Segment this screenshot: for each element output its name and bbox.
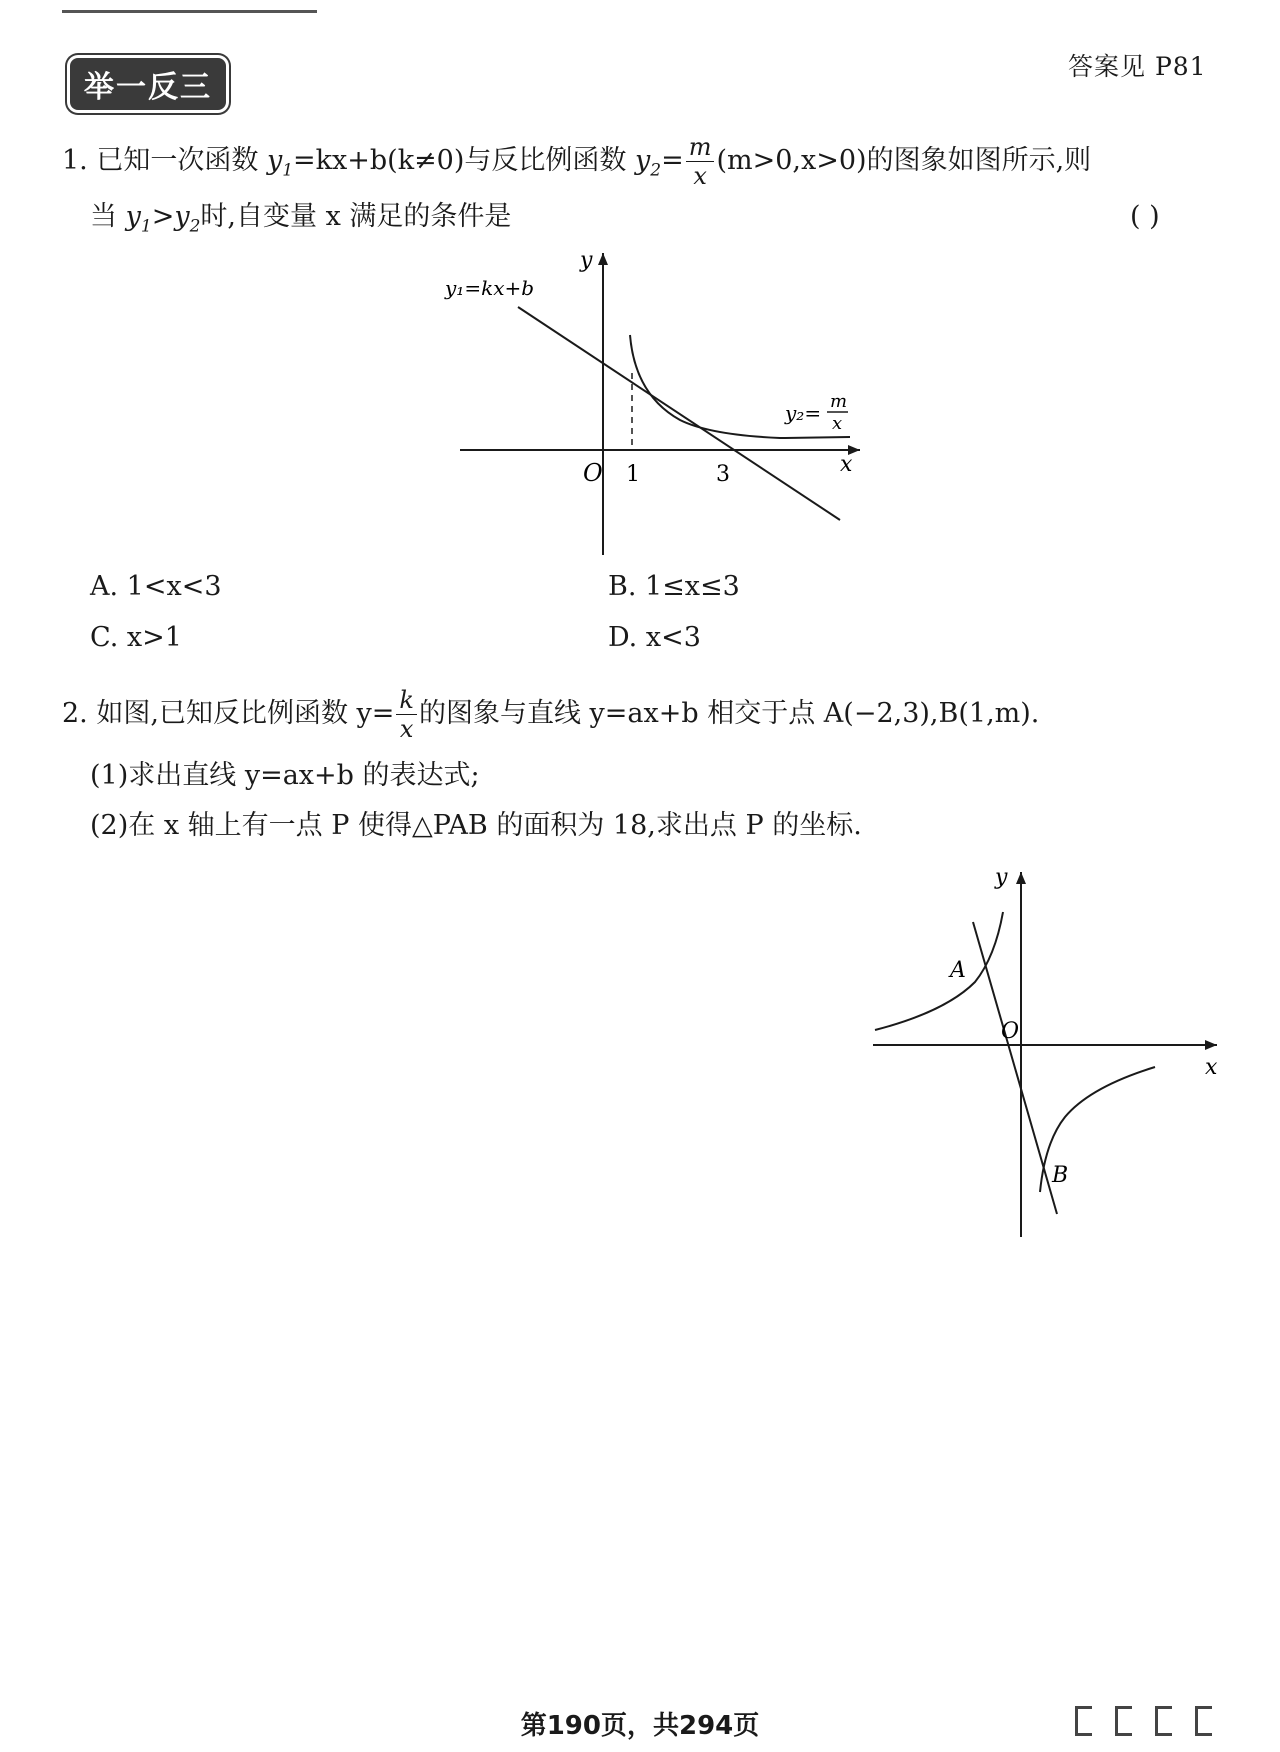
q1-y2-symbol: $y_2$ bbox=[635, 145, 662, 181]
q2-point-b-label: B bbox=[1052, 1163, 1069, 1188]
q1-x-label: x bbox=[840, 452, 853, 477]
q1-line-label: y₁=kx+b bbox=[445, 276, 535, 300]
q1-y1-symbol: $y_1$ bbox=[266, 145, 294, 181]
pagination-bar-2 bbox=[1115, 1706, 1132, 1736]
q1-curve-label: y₂= bbox=[785, 401, 822, 425]
q1-curve-label-num: m bbox=[830, 391, 848, 412]
q1-line1-b: =kx+b(k≠0)与反比例函数 bbox=[293, 145, 627, 176]
q1-option-a: A. 1<x<3 bbox=[90, 571, 222, 602]
q1-option-b: B. 1≤x≤3 bbox=[608, 571, 740, 602]
q2-line bbox=[973, 922, 1057, 1214]
q1-line2-b: > bbox=[151, 201, 175, 232]
q2-part2: (2)在 x 轴上有一点 P 使得△PAB 的面积为 18,求出点 P 的坐标. bbox=[90, 810, 862, 841]
q2-curve-left bbox=[875, 912, 1003, 1030]
q1-line1-c: (m>0,x>0)的图象如图所示,则 bbox=[716, 145, 1092, 176]
q1-line2-c: 时,自变量 x 满足的条件是 bbox=[200, 201, 512, 232]
q2-stem-a: 如图,已知反比例函数 y= bbox=[96, 698, 395, 729]
q1-fraction-m-over-x: $\frac{m}{x}$ bbox=[686, 135, 715, 188]
pagination-bar-3 bbox=[1155, 1706, 1172, 1736]
q2-y-arrow-icon bbox=[1016, 872, 1026, 884]
answer-reference: 答案见 P81 bbox=[1068, 52, 1207, 81]
q2-number: 2. bbox=[62, 698, 88, 729]
q2-point-a-label: A bbox=[950, 958, 966, 983]
top-cutoff-line bbox=[62, 0, 317, 13]
q1-option-d: D. x<3 bbox=[608, 622, 701, 653]
q1-text-line1: 1. 已知一次函数 $y_1=kx+b(k\ne 0)$与反比例函数 $y_2=$ $\frac{m}{x}$ (m>0,x>0)的图象如图所示,则 bbox=[62, 133, 1092, 190]
q1-y-arrow-icon bbox=[598, 253, 608, 265]
q1-text-line2 bbox=[90, 203, 511, 235]
section-badge: 举一反三 bbox=[70, 58, 226, 110]
pagination-bar-4 bbox=[1195, 1706, 1212, 1736]
q1-tick-1: 1 bbox=[626, 462, 640, 487]
q1-origin-label: O bbox=[583, 459, 603, 487]
q1-line1-a: 已知一次函数 bbox=[96, 145, 259, 176]
q1-curve-label-den: x bbox=[832, 413, 843, 434]
q2-x-label: x bbox=[1205, 1055, 1218, 1080]
page-footer: 第190页，共294页 bbox=[520, 1711, 760, 1741]
q2-stem bbox=[62, 688, 1039, 741]
q1-number: 1. bbox=[62, 145, 88, 176]
q2-y-label: y bbox=[995, 865, 1008, 890]
q1-y1-symbol-2: $y_1$ bbox=[125, 201, 152, 237]
q2-graph bbox=[865, 862, 1225, 1242]
q1-option-c: C. x>1 bbox=[90, 622, 182, 653]
q1-tick-3: 3 bbox=[716, 462, 730, 487]
q2-origin-label: O bbox=[1001, 1019, 1020, 1044]
pagination-bar-1 bbox=[1075, 1706, 1092, 1736]
q1-y2-symbol-2: $y_2$ bbox=[174, 201, 201, 237]
q2-x-arrow-icon bbox=[1205, 1040, 1217, 1050]
q1-y-label: y bbox=[580, 248, 593, 273]
pagination-bars[interactable] bbox=[1075, 1706, 1255, 1732]
q2-fraction-k-over-x: $\frac{k}{x}$ bbox=[396, 688, 417, 741]
q1-answer-paren: ( ) bbox=[1130, 201, 1160, 232]
q1-graph bbox=[440, 245, 880, 565]
q2-part1: (1)求出直线 y=ax+b 的表达式; bbox=[90, 760, 480, 791]
q2-stem-b: 的图象与直线 y=ax+b 相交于点 A(−2,3),B(1,m). bbox=[418, 698, 1040, 729]
q1-line2-a: 当 bbox=[90, 201, 117, 232]
